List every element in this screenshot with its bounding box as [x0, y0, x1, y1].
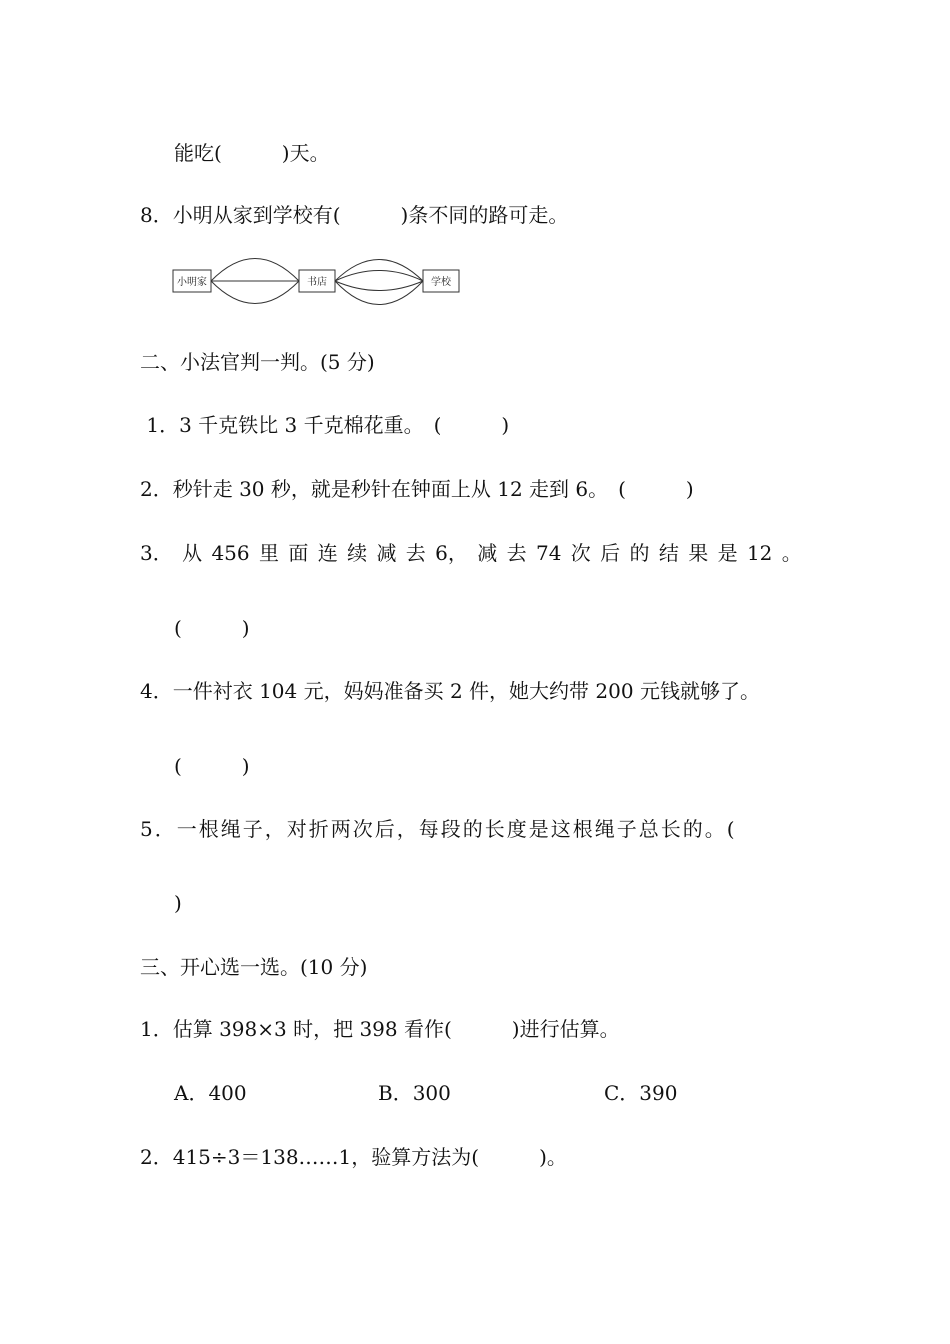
route-store-school-2	[335, 271, 423, 282]
judge-3-token: 结	[658, 541, 679, 565]
judge-4: 4．一件衬衣 104 元，妈妈准备买 2 件，她大约带 200 元钱就够了。	[140, 679, 760, 703]
q8-text: 8．小明从家到学校有( )条不同的路可走。	[140, 203, 569, 227]
home-label: 小明家	[177, 277, 207, 288]
judge-3-token: 12	[746, 541, 773, 565]
judge-3-token: 果	[688, 541, 709, 565]
store-label: 书店	[307, 277, 327, 288]
judge-3-token: 。	[781, 541, 802, 565]
judge-3-token: 续	[347, 541, 368, 565]
judge-2: 2．秒针走 30 秒，就是秒针在钟面上从 12 走到 6。 ( )	[140, 477, 694, 501]
school-label: 学校	[431, 277, 451, 288]
judge-3-token: 的	[629, 541, 650, 565]
choice-1-option-c: C．390	[604, 1081, 678, 1105]
judge-3-token: 减	[477, 541, 498, 565]
judge-5: 5．一根绳子，对折两次后，每段的长度是这根绳子总长的。(	[140, 817, 737, 841]
judge-3-token: 后	[600, 541, 621, 565]
judge-5-bracket: )	[174, 891, 182, 915]
judge-3-token: 次	[570, 541, 591, 565]
q7-continuation: 能吃( )天。	[174, 141, 330, 165]
route-home-store-top	[211, 259, 299, 282]
route-store-school-3	[335, 281, 423, 291]
judge-3	[140, 540, 802, 566]
judge-3-token: 去	[506, 541, 527, 565]
choice-1: 1．估算 398×3 时，把 398 看作( )进行估算。	[140, 1017, 620, 1041]
route-store-school-4	[335, 281, 423, 305]
judge-4-bracket: ( )	[174, 754, 250, 778]
judge-3-token: 456	[211, 541, 250, 565]
judge-3-token: 是	[717, 541, 738, 565]
judge-3-token: 去	[405, 541, 426, 565]
judge-3-token: 减	[376, 541, 397, 565]
judge-3-token: 6，	[435, 541, 468, 565]
choice-2: 2．415÷3＝138……1，验算方法为( )。	[140, 1145, 567, 1169]
judge-3-token: 面	[288, 541, 309, 565]
judge-3-bracket: ( )	[174, 616, 250, 640]
route-diagram	[170, 248, 470, 322]
judge-3-token: 里	[259, 541, 279, 565]
section-3-heading: 三、开心选一选。(10 分)	[140, 955, 368, 979]
route-home-store-bottom	[211, 281, 299, 304]
judge-1: 1．3 千克铁比 3 千克棉花重。 ( )	[140, 413, 510, 437]
judge-3-token: 连	[317, 541, 338, 565]
choice-1-option-b: B．300	[378, 1081, 451, 1105]
section-2-heading: 二、小法官判一判。(5 分)	[140, 350, 375, 374]
judge-3-token: 3．	[140, 541, 173, 565]
judge-3-token: 从	[182, 541, 203, 565]
judge-3-token: 74	[535, 541, 562, 565]
choice-1-option-a: A．400	[174, 1081, 247, 1105]
